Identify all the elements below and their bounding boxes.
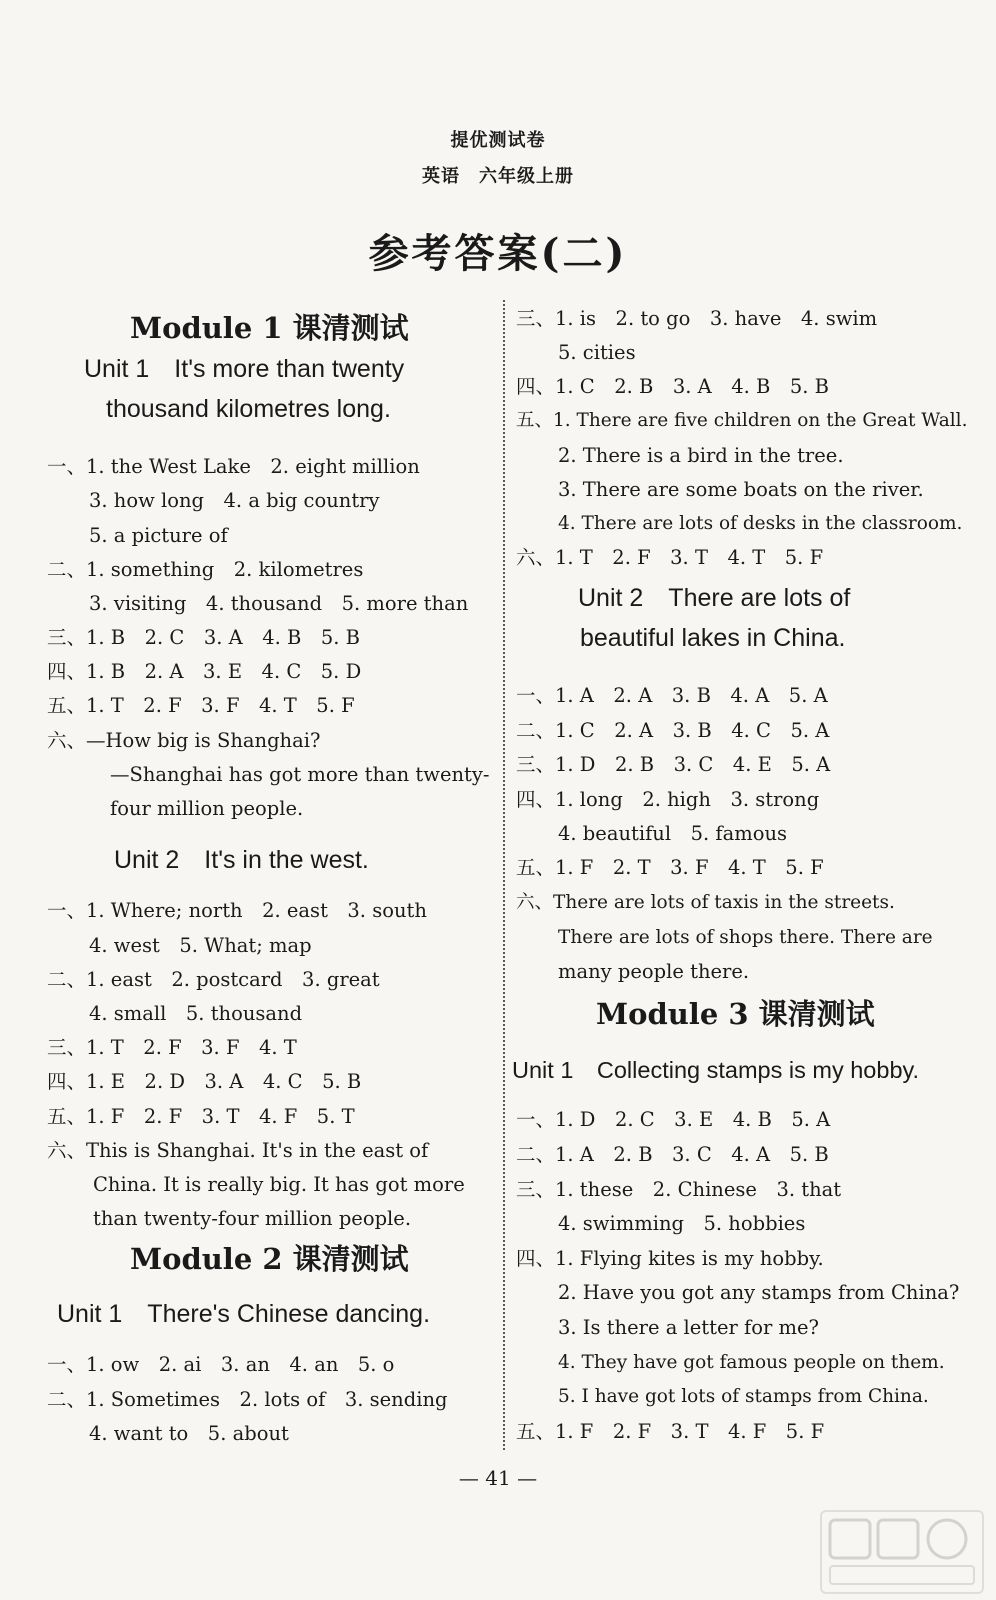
answer-line: 三、1. these 2. Chinese 3. that (516, 1178, 842, 1201)
answer-line: 5. cities (558, 341, 636, 364)
module3-title: Module 3 课清测试 (596, 997, 875, 1031)
answer-line: 四、1. Flying kites is my hobby. (516, 1247, 824, 1270)
m2u2-title-a: Unit 2 There are lots of (578, 584, 851, 612)
answer-line: 一、1. the West Lake 2. eight million (47, 455, 420, 478)
answer-line: than twenty-four million people. (93, 1207, 412, 1230)
answer-line: 四、1. C 2. B 3. A 4. B 5. B (516, 375, 830, 398)
answer-line: 六、There are lots of taxis in the streets. (516, 892, 895, 913)
subject-grade: 英语 六年级上册 (422, 166, 574, 187)
answer-line: 一、1. D 2. C 3. E 4. B 5. A (516, 1108, 831, 1131)
answer-line: —Shanghai has got more than twenty- (110, 763, 490, 786)
m1u2-title: Unit 2 It's in the west. (114, 846, 369, 874)
answer-line: China. It is really big. It has got more (93, 1173, 465, 1196)
answer-line: 4. beautiful 5. famous (558, 822, 788, 845)
answer-line: 三、1. B 2. C 3. A 4. B 5. B (47, 626, 361, 649)
column-divider (503, 300, 505, 1450)
answer-line: 4. small 5. thousand (89, 1002, 303, 1025)
answer-line: 4. swimming 5. hobbies (558, 1212, 806, 1235)
answer-line: 五、1. F 2. T 3. F 4. T 5. F (516, 856, 824, 879)
m1u1-title-b: thousand kilometres long. (106, 395, 391, 423)
answer-line: four million people. (110, 797, 304, 820)
answer-line: 2. There is a bird in the tree. (558, 444, 844, 467)
m1u1-title-a: Unit 1 It's more than twenty (84, 355, 405, 383)
answer-line: 4. want to 5. about (89, 1422, 289, 1445)
answer-line: 四、1. E 2. D 3. A 4. C 5. B (47, 1070, 362, 1093)
page-title: 参考答案(二) (368, 230, 628, 277)
answer-line: 二、1. A 2. B 3. C 4. A 5. B (516, 1143, 829, 1166)
answer-line: 三、1. is 2. to go 3. have 4. swim (516, 307, 878, 330)
answer-line: 5. I have got lots of stamps from China. (558, 1386, 929, 1407)
m2u1-title: Unit 1 There's Chinese dancing. (57, 1300, 431, 1328)
answer-line: 六、1. T 2. F 3. T 4. T 5. F (516, 546, 824, 569)
answer-line: 4. They have got famous people on them. (558, 1352, 945, 1373)
series-title: 提优测试卷 (450, 130, 546, 151)
answer-line: 4. west 5. What; map (89, 934, 312, 957)
answer-line: 3. how long 4. a big country (89, 489, 380, 512)
answer-line: 3. There are some boats on the river. (558, 478, 924, 501)
answer-line: 二、1. Sometimes 2. lots of 3. sending (47, 1388, 448, 1411)
answer-line: 二、1. something 2. kilometres (47, 558, 364, 581)
answer-line: many people there. (558, 960, 750, 983)
answer-line: 二、1. east 2. postcard 3. great (47, 968, 380, 991)
answer-line: 3. Is there a letter for me? (558, 1316, 820, 1339)
answer-line: 三、1. D 2. B 3. C 4. E 5. A (516, 753, 831, 776)
page-number: — 41 — (458, 1466, 538, 1490)
answer-line: 三、1. T 2. F 3. F 4. T (47, 1036, 297, 1059)
answer-line: 四、1. long 2. high 3. strong (516, 788, 820, 811)
answer-line: 五、1. There are five children on the Great Wall. (516, 410, 968, 431)
watermark-logo (820, 1510, 984, 1594)
answer-line: There are lots of shops there. There are (558, 927, 933, 948)
answer-line: 5. a picture of (89, 524, 228, 547)
answer-line: 六、—How big is Shanghai? (47, 729, 321, 752)
module1-title: Module 1 课清测试 (130, 311, 409, 345)
answer-line: 2. Have you got any stamps from China? (558, 1281, 960, 1304)
module2-title: Module 2 课清测试 (130, 1242, 409, 1276)
answer-line: 一、1. Where; north 2. east 3. south (47, 899, 427, 922)
watermark-graphic (822, 1512, 982, 1592)
m3u1-title: Unit 1 Collecting stamps is my hobby. (512, 1057, 920, 1083)
answer-line: 五、1. T 2. F 3. F 4. T 5. F (47, 694, 355, 717)
answer-line: 四、1. B 2. A 3. E 4. C 5. D (47, 660, 362, 683)
m2u2-title-b: beautiful lakes in China. (580, 624, 846, 652)
answer-line: 五、1. F 2. F 3. T 4. F 5. F (516, 1420, 825, 1443)
answer-line: 3. visiting 4. thousand 5. more than (89, 592, 469, 615)
answer-line: 五、1. F 2. F 3. T 4. F 5. T (47, 1105, 355, 1128)
answer-line: 一、1. ow 2. ai 3. an 4. an 5. o (47, 1353, 395, 1376)
answer-line: 一、1. A 2. A 3. B 4. A 5. A (516, 684, 828, 707)
answer-line: 二、1. C 2. A 3. B 4. C 5. A (516, 719, 830, 742)
answer-line: 六、This is Shanghai. It's in the east of (47, 1139, 429, 1162)
answer-line: 4. There are lots of desks in the classroom. (558, 513, 963, 534)
